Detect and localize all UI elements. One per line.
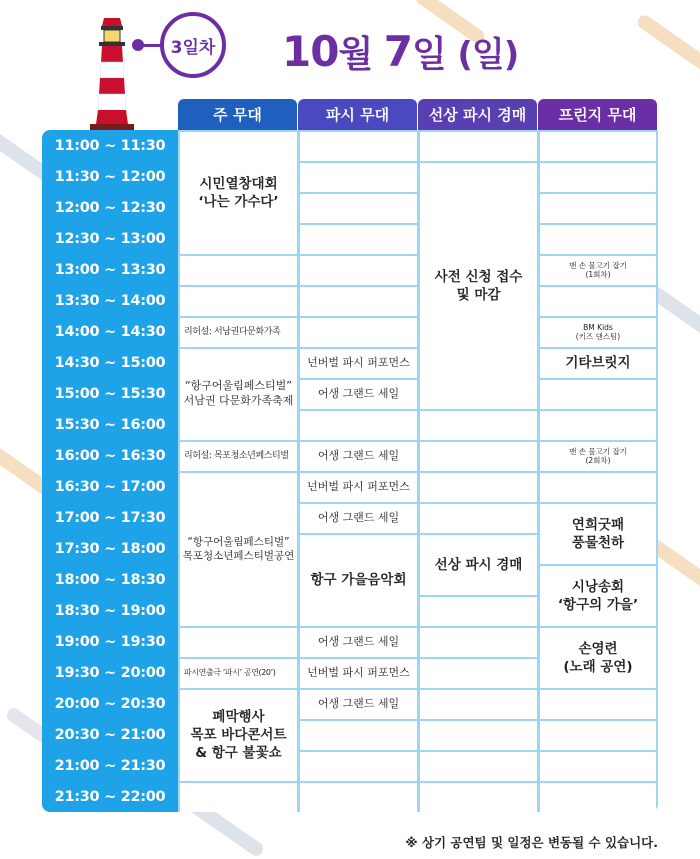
empty-slot <box>540 132 656 162</box>
date-day-unit: 일 <box>412 34 446 75</box>
fringe-stage-event: BM Kids (키즈 댄스팀) <box>540 318 656 348</box>
pasi-stage-event: 어생 그랜드 세일 <box>300 628 417 658</box>
page-title <box>282 26 518 77</box>
auction-event: 사전 신청 접수 및 마감 <box>420 163 537 410</box>
fringe-stage-event: 연희굿패 풍물천하 <box>540 504 656 565</box>
empty-slot <box>540 163 656 193</box>
time-slot: 14:30 ~ 15:00 <box>54 354 166 371</box>
fringe-stage-event: 맨 손 물고기 잡기 (2회차) <box>540 442 656 472</box>
lighthouse-icon <box>88 18 136 130</box>
empty-slot <box>420 752 537 782</box>
empty-slot <box>420 473 537 503</box>
empty-slot <box>300 225 417 255</box>
time-slot: 11:00 ~ 11:30 <box>54 137 166 154</box>
empty-slot <box>420 411 537 441</box>
empty-slot <box>420 690 537 720</box>
empty-slot <box>420 597 537 627</box>
time-slot: 21:30 ~ 22:00 <box>54 788 166 805</box>
empty-slot <box>540 721 656 751</box>
empty-slot <box>540 380 656 410</box>
empty-slot <box>300 163 417 193</box>
column-header-fringe-stage: 프린지 무대 <box>538 99 657 130</box>
pasi-stage-event: 넌버벌 파시 퍼포먼스 <box>300 473 417 503</box>
pasi-stage-event: 항구 가을음악회 <box>300 535 417 627</box>
date-day: 7 <box>383 27 413 76</box>
empty-slot <box>420 442 537 472</box>
pasi-stage-event: 어생 그랜드 세일 <box>300 380 417 410</box>
empty-slot <box>540 194 656 224</box>
main-stage-event: 파시연출극 ‘파시’ 공연(20’) <box>180 659 297 689</box>
time-slot: 16:30 ~ 17:00 <box>54 478 166 495</box>
empty-slot <box>300 132 417 162</box>
time-slot: 18:30 ~ 19:00 <box>54 602 166 619</box>
empty-slot <box>420 132 537 162</box>
time-slot: 18:00 ~ 18:30 <box>54 571 166 588</box>
main-stage-event: 리허설: 목포청소년페스티벌 <box>180 442 297 472</box>
pasi-stage-event: 어생 그랜드 세일 <box>300 690 417 720</box>
empty-slot <box>180 628 297 658</box>
time-slot: 17:30 ~ 18:00 <box>54 540 166 557</box>
empty-slot <box>540 411 656 441</box>
column-header-main-stage: 주 무대 <box>178 99 297 130</box>
time-slot: 21:00 ~ 21:30 <box>54 757 166 774</box>
empty-slot <box>300 411 417 441</box>
time-slot: 17:00 ~ 17:30 <box>54 509 166 526</box>
empty-slot <box>300 256 417 286</box>
empty-slot <box>420 628 537 658</box>
pasi-stage-event: 넌버벌 파시 퍼포먼스 <box>300 659 417 689</box>
date-month: 10 <box>282 27 339 76</box>
empty-slot <box>540 783 656 813</box>
time-slot: 20:00 ~ 20:30 <box>54 695 166 712</box>
empty-slot <box>300 752 417 782</box>
time-slot: 12:00 ~ 12:30 <box>54 199 166 216</box>
time-slot: 20:30 ~ 21:00 <box>54 726 166 743</box>
empty-slot <box>180 783 297 813</box>
empty-slot <box>300 721 417 751</box>
pasi-stage-event: 어생 그랜드 세일 <box>300 442 417 472</box>
empty-slot <box>540 690 656 720</box>
date-month-unit: 월 <box>338 34 373 75</box>
time-slot: 13:30 ~ 14:00 <box>54 292 166 309</box>
weekday: (일) <box>457 35 519 75</box>
decor-stripe <box>635 13 700 82</box>
column-header-pasi-stage: 파시 무대 <box>298 99 417 130</box>
empty-slot <box>300 287 417 317</box>
fringe-stage-event: 맨 손 물고기 잡기 (1회차) <box>540 256 656 286</box>
time-slot: 14:00 ~ 14:30 <box>54 323 166 340</box>
time-slot: 19:30 ~ 20:00 <box>54 664 166 681</box>
column-header-auction: 선상 파시 경매 <box>418 99 537 130</box>
empty-slot <box>540 287 656 317</box>
empty-slot <box>180 256 297 286</box>
day-badge: 3일차 <box>160 12 226 78</box>
empty-slot <box>420 659 537 689</box>
pasi-stage-event: 넌버벌 파시 퍼포먼스 <box>300 349 417 379</box>
empty-slot <box>540 752 656 782</box>
main-stage-event: “항구어울림페스티벌” 서남권 다문화가족축제 <box>180 349 297 441</box>
empty-slot <box>300 783 417 813</box>
auction-event: 선상 파시 경매 <box>420 535 537 596</box>
empty-slot <box>300 194 417 224</box>
main-stage-event: 리허설: 서남권다문화가족 <box>180 318 297 348</box>
footnote: ※ 상기 공연팀 및 일정은 변동될 수 있습니다. <box>405 835 658 850</box>
empty-slot <box>420 783 537 813</box>
time-slot: 12:30 ~ 13:00 <box>54 230 166 247</box>
empty-slot <box>540 473 656 503</box>
badge-connector-line <box>138 44 162 47</box>
time-slot: 13:00 ~ 13:30 <box>54 261 166 278</box>
empty-slot <box>420 504 537 534</box>
time-slot: 15:30 ~ 16:00 <box>54 416 166 433</box>
main-stage-event: “항구어울림페스티벌” 목포청소년페스티벌공연 <box>180 473 297 627</box>
empty-slot <box>540 225 656 255</box>
time-slot: 16:00 ~ 16:30 <box>54 447 166 464</box>
main-stage-event: 시민열창대회 ‘나는 가수다’ <box>180 132 297 255</box>
empty-slot <box>420 721 537 751</box>
time-slot: 11:30 ~ 12:00 <box>54 168 166 185</box>
empty-slot <box>180 287 297 317</box>
time-slot: 19:00 ~ 19:30 <box>54 633 166 650</box>
fringe-stage-event: 기타브릿지 <box>540 349 656 379</box>
empty-slot <box>300 318 417 348</box>
pasi-stage-event: 어생 그랜드 세일 <box>300 504 417 534</box>
fringe-stage-event: 손영련 (노래 공연) <box>540 628 656 689</box>
fringe-stage-event: 시낭송회 ‘항구의 가을’ <box>540 566 656 627</box>
main-stage-event: 폐막행사 목포 바다콘서트 & 항구 불꽃쇼 <box>180 690 297 782</box>
time-slot: 15:00 ~ 15:30 <box>54 385 166 402</box>
